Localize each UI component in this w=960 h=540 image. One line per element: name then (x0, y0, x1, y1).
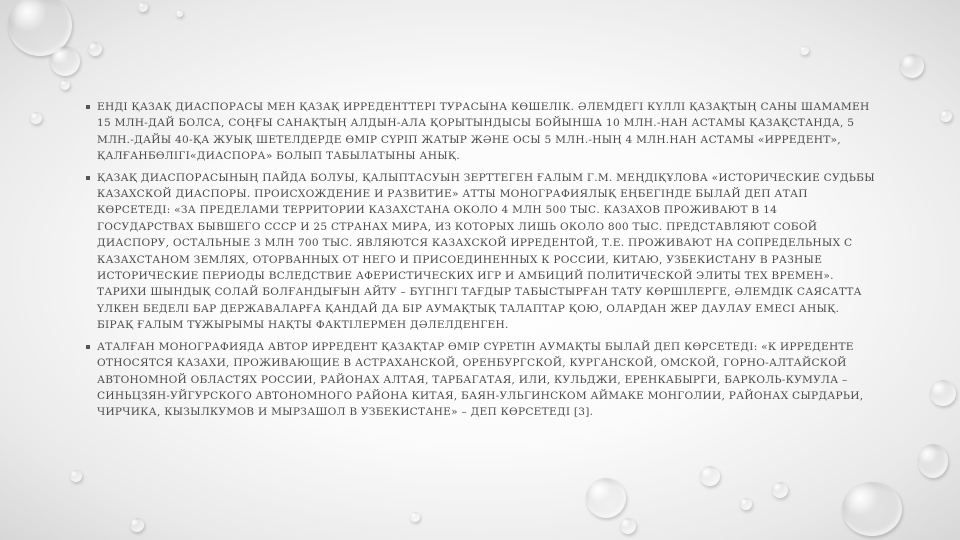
bullet-item (86, 99, 876, 165)
water-droplet (50, 46, 80, 76)
bullet-marker-icon (86, 345, 90, 349)
water-droplet (940, 110, 952, 122)
water-droplet (620, 518, 636, 534)
water-droplet (930, 380, 956, 406)
water-droplet (410, 512, 420, 522)
water-droplet (30, 112, 42, 124)
water-droplet (586, 478, 626, 518)
water-droplet (800, 46, 809, 55)
water-droplet (88, 42, 102, 56)
bullet-list (86, 99, 876, 426)
water-droplet (700, 466, 720, 486)
bullet-text: ЕНДІ ҚАЗАҚ ДИАСПОРАСЫ МЕН ҚАЗАҚ ИРРЕДЕНТТЕРІ ТУРАСЫНА КӨШЕЛІК. ӘЛЕМДЕГІ КҮЛЛІ ҚАЗАҚТЫҢ САНЫ ШАМАМЕН 15 МЛН-ДАЙ БОЛСА, СОҢҒЫ САНАҚТЫҢ АЛДЫН-АЛА ҚОРЫТЫНДЫСЫ БОЙЫНША 10 МЛН.-НАН АСТАМЫ ҚАЗАҚСТАНДА, 5 МЛН.-ДАЙЫ 40-ҚА ЖУЫҚ ШЕТЕЛДЕРДЕ ӨМІР СҮРІП ЖАТЫР ЖӘНЕ ОСЫ 5 МЛН.-НЫҢ 4 МЛН.НАН АСТАМЫ «ИРРЕДЕНТ», ҚАЛҒАНБӨЛІГІ«ДИАСПОРА» БОЛЫП ТАБЫЛАТЫНЫ АНЫҚ. (97, 101, 870, 163)
bullet-text: ҚАЗАҚ ДИАСПОРАСЫНЫҢ ПАЙДА БОЛУЫ, ҚАЛЫПТАСУЫН ЗЕРТТЕГЕН ҒАЛЫМ Г.М. МЕҢДІҚҰЛОВА «ИСТОРИЧЕСКИЕ СУДЬБЫ КАЗАХСКОЙ ДИАСПОРЫ. ПРОИСХОЖДЕНИЕ И РАЗВИТИЕ» АТТЫ МОНОГРАФИЯЛЫҚ ЕҢБЕГІНДЕ БЫЛАЙ ДЕП АТАП КӨРСЕТЕДІ: «ЗА ПРЕДЕЛАМИ ТЕРРИТОРИИ КАЗАХСТАНА ОКОЛО 4 МЛН 500 ТЫС. КАЗАХОВ ПРОЖИВАЮТ В 14 ГОСУДАРСТВАХ БЫВШЕГО СССР И 25 СТРАНАХ МИРА, ИЗ КОТОРЫХ ЛИШЬ ОКОЛО 800 ТЫС. ПРЕДСТАВЛЯЮТ СОБОЙ ДИАСПОРУ, ОСТАЛЬНЫЕ 3 МЛН 700 ТЫС. ЯВЛЯЮТСЯ КАЗАХСКОЙ ИРРЕДЕНТОЙ, Т.Е. ПРОЖИВАЮТ НА СОПРЕДЕЛЬНЫХ С КАЗАХСТАНОМ ЗЕМЛЯХ, ОТОРВАННЫХ ОТ НЕГО И ПРИСОЕДИНЕННЫХ К РОССИИ, КИТАЮ, УЗБЕКИСТАНУ В РАЗНЫЕ ИСТОРИЧЕСКИЕ ПЕРИОДЫ ВСЛЕДСТВИЕ АФЕРИСТИЧЕСКИХ ИГР И АМБИЦИЙ ПОЛИТИЧЕСКОЙ ЭЛИТЫ ТЕХ ВРЕМЕН». ТАРИХИ ШЫНДЫҚ СОЛАЙ БОЛҒАНДЫҒЫН АЙТУ – БҮГІНГІ ТАҒДЫР ТАБЫСТЫРҒАН ТАТУ КӨРШІЛЕРГЕ, ӘЛЕМДІК САЯСАТТА ҮЛКЕН БЕДЕЛІ БАР ДЕРЖАВАЛАРҒА ҚАНДАЙ ДА БІР АУМАҚТЫҚ ТАЛАПТАР ҚОЮ, ОЛАРДАН ЖЕР ДАУЛАУ ЕМЕСІ АНЫҚ. БІРАҚ ҒАЛЫМ ТҰЖЫРЫМЫ НАҚТЫ ФАКТІЛЕРМЕН ДӘЛЕЛДЕНГЕН. (97, 171, 875, 332)
water-droplet (70, 470, 82, 482)
bullet-item (86, 339, 876, 421)
bullet-text: АТАЛҒАН МОНОГРАФИЯДА АВТОР ИРРЕДЕНТ ҚАЗАҚТАР ӨМІР СҮРЕТІН АУМАҚТЫ БЫЛАЙ ДЕП КӨРСЕТЕДІ: «К ИРРЕДЕНТЕ ОТНОСЯТСЯ КАЗАХИ, ПРОЖИВАЮЩИЕ В АСТРАХАНСКОЙ, ОРЕНБУРГСКОЙ, КУРГАНСКОЙ, ОМСКОЙ, ГОРНО-АЛТАЙСКОЙ АВТОНОМНОЙ ОБЛАСТЯХ РОССИИ, РАЙОНАХ АЛТАЯ, ТАРБАГАТАЯ, ИЛИ, КУЛЬДЖИ, ЕРЕНКАБЫРГИ, БАРКОЛЬ-КУМУЛА – СИНЬЦЗЯН-УЙГУРСКОГО АВТОНОМНОГО РАЙОНА КИТАЯ, БАЯН-УЛЬГИНСКОМ АЙМАКЕ МОНГОЛИИ, РАЙОНАХ СЫРДАРЬИ, ЧИРЧИКА, КЫЗЫЛКУМОВ И МЫРЗАШОЛ В УЗБЕКИСТАНЕ» – ДЕП КӨРСЕТЕДІ [3]. (97, 340, 864, 419)
water-droplet (130, 518, 144, 532)
bullet-item (86, 170, 876, 334)
water-droplet (176, 10, 183, 17)
water-droplet (842, 482, 902, 536)
water-droplet (900, 54, 924, 78)
water-droplet (138, 2, 148, 12)
water-droplet (60, 80, 70, 90)
water-droplet (772, 482, 788, 498)
water-droplet (918, 444, 948, 478)
bullet-marker-icon (86, 176, 90, 180)
water-droplet (740, 498, 752, 510)
bullet-marker-icon (86, 105, 90, 109)
